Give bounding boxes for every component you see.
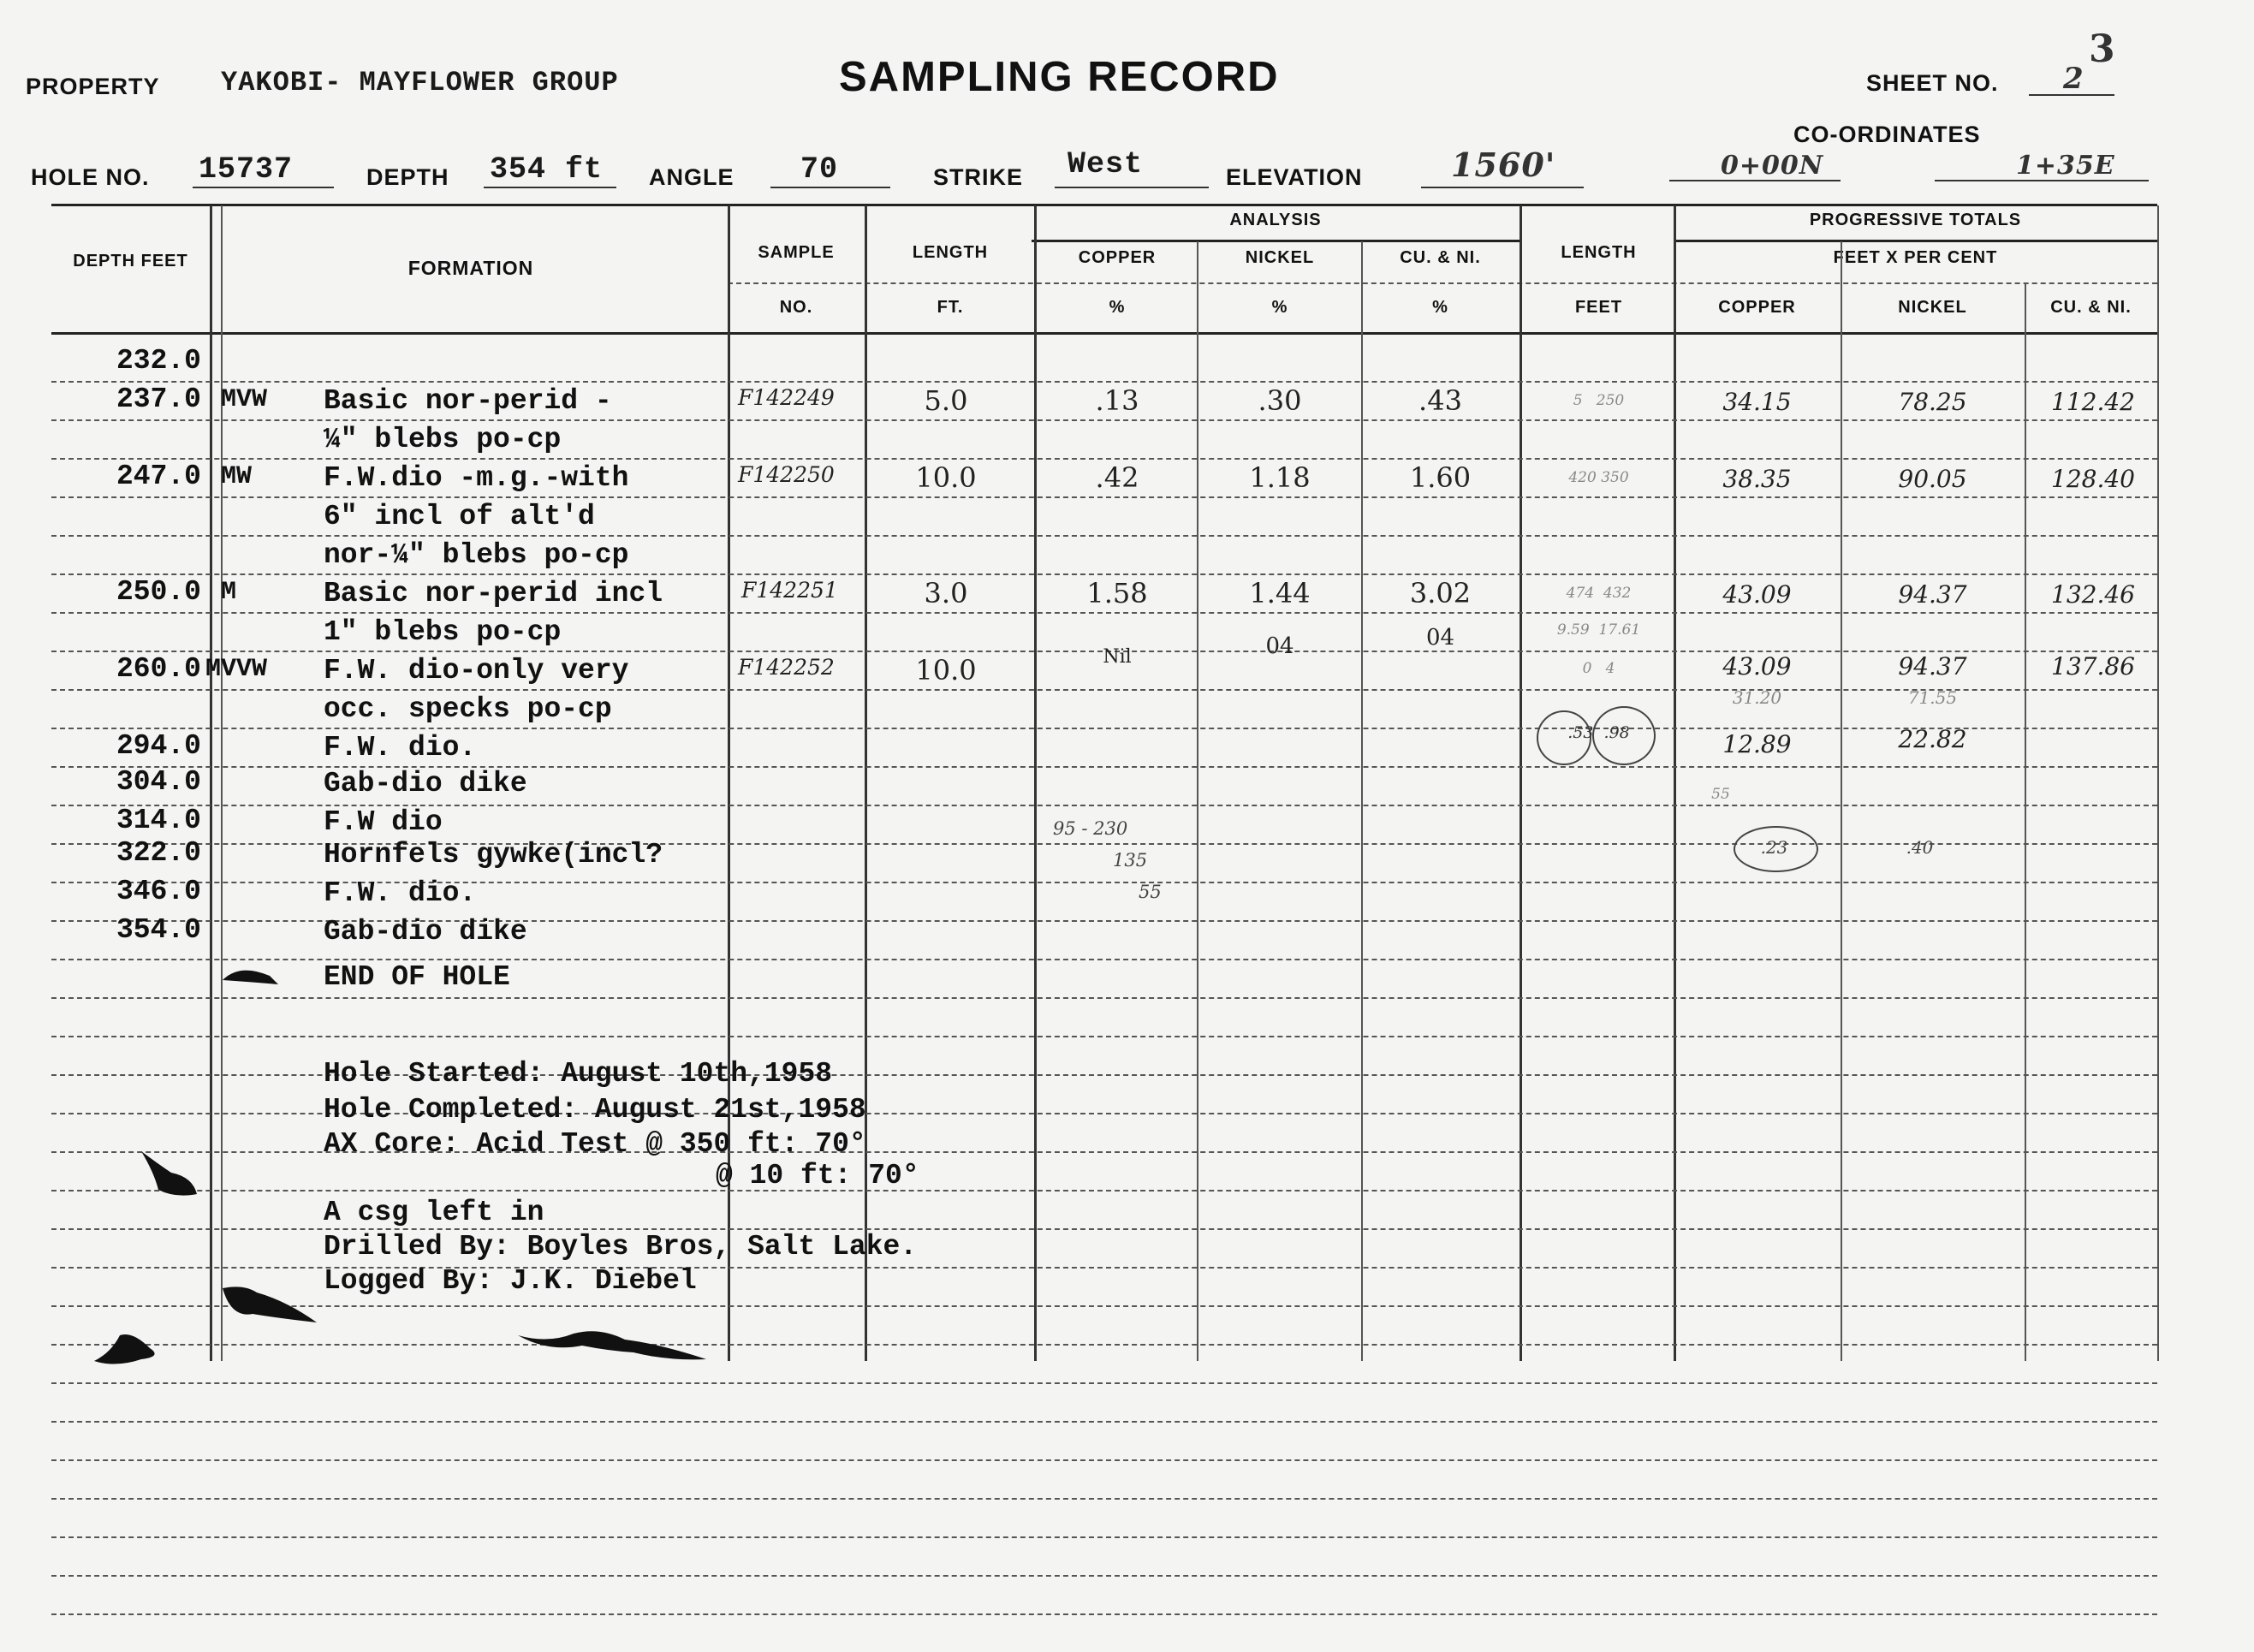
col-progressive-header: PROGRESSIVE TOTALS [1809,211,2022,229]
row-cuni: 3.02 [1409,577,1472,609]
coordinate-north: 0+00N [1721,151,1824,181]
row-length: 10.0 [915,461,977,494]
col-prog-copper: COPPER [1718,298,1796,317]
row-nickel: 04 [1265,633,1294,659]
row-prog-copper: 31.20 [1732,687,1782,708]
row-rule [51,959,2157,960]
row-formation: Basic nor-perid incl [324,578,663,609]
col-prog-cuni: CU. & NI. [2050,298,2132,317]
row-formation: F.W. dio. [324,877,477,909]
row-rule [51,997,2157,999]
row-length: 5.0 [924,384,968,417]
row-rule [51,381,2157,383]
coordinates-label: CO-ORDINATES [1793,122,1981,147]
row-formation: Hornfels gywke(incl? [324,839,663,871]
depth-underline [484,187,616,188]
row-prog-cuni: 112.42 [2051,388,2135,416]
row-rule [51,1459,2157,1461]
row-rule [51,1305,2157,1307]
col-cuni-pct: % [1432,298,1448,317]
core-acid-test-2: @ 10 ft: 70° [716,1160,919,1191]
col-cuni-header: CU. & NI. [1400,248,1481,267]
row-formation: F.W.dio -m.g.-with [324,462,629,494]
elevation-underline [1421,187,1584,188]
row-depth: 354.0 [116,914,201,946]
logged-by: Logged By: J.K. Diebel [324,1265,697,1297]
casing-note: A csg left in [324,1197,544,1228]
col-copper-header: COPPER [1078,248,1157,267]
row-rule [51,1498,2157,1500]
ink-blot [90,1327,167,1370]
vrule-length [1034,205,1037,1361]
end-of-hole: END OF HOLE [324,961,510,993]
col-analysis-header: ANALYSIS [1229,211,1322,229]
row-length: 3.0 [924,577,968,609]
row-depth: 314.0 [116,805,201,836]
row-nickel: .30 [1258,384,1302,417]
row-formation: Basic nor-perid - [324,385,612,417]
row-rule [51,419,2157,421]
row-prog-nickel: 78.25 [1898,388,1967,416]
row-prog-nickel: 71.55 [1907,687,1958,708]
row-cuni: 1.60 [1409,461,1472,494]
row-formation: Gab-dio dike [324,768,527,799]
row-copper: .13 [1095,384,1139,417]
margin-note: 95 - 230 [1053,818,1128,839]
depth-label: DEPTH [366,164,449,190]
depth-value: 354 ft [490,152,604,187]
drilled-by: Drilled By: Boyles Bros, Salt Lake. [324,1231,918,1263]
hole-started: Hole Started: August 10th,1958 [324,1058,833,1090]
vrule-nickel [1361,241,1363,1361]
row-depth: 322.0 [116,837,201,869]
hole-underline [193,187,334,188]
row-formation: occ. specks po-cp [324,693,612,725]
row-rule [51,728,2157,729]
row-formation: F.W. dio. [324,732,477,764]
row-sample: F142251 [741,578,838,603]
row-prog-nickel: 90.05 [1898,465,1967,493]
angle-label: ANGLE [649,164,734,190]
vrule-length2 [1674,205,1676,1361]
vrule-prog-copper [1841,241,1842,1361]
table-top-rule [51,204,2157,206]
row-prog-cuni: 137.86 [2051,652,2135,680]
elevation-value: 1560' [1451,146,1556,184]
col-length-ft: FT. [937,298,964,317]
row-sample: F142250 [738,462,835,487]
hole-completed: Hole Completed: August 21st,1958 [324,1094,866,1126]
sheet-mark: 3 [2089,27,2116,71]
col-sample-no: NO. [779,298,813,317]
analysis-rule [1032,240,1520,242]
elevation-label: ELEVATION [1226,164,1363,190]
coord-e-underline [1935,180,2149,181]
col-copper-pct: % [1109,298,1126,317]
col-length2-header: LENGTH [1561,243,1637,262]
row-depth: 304.0 [116,766,201,798]
row-prog-copper: 43.09 [1722,580,1792,609]
row-formation: 1" blebs po-cp [324,616,562,648]
row-rule [51,612,2157,614]
row-prog-copper: 12.89 [1722,730,1792,758]
row-rule [51,1036,2157,1037]
col-prog-nickel: NICKEL [1898,298,1967,317]
row-prog-nickel: .40 [1906,837,1934,858]
row-prog-copper: .23 [1760,837,1788,858]
row-depth: 250.0 [116,576,201,608]
row-formation: F.W dio [324,806,443,838]
row-prog-nickel: 22.82 [1898,725,1967,753]
row-prog-copper: 55 [1711,786,1730,803]
strike-label: STRIKE [933,164,1024,190]
angle-underline [770,187,890,188]
row-prog-copper: 38.35 [1722,465,1792,493]
row-rule [51,573,2157,575]
row-prog-nickel: 94.37 [1898,580,1967,609]
row-copper: 1.58 [1086,577,1148,609]
margin-note: 135 [1113,850,1148,871]
row-rule [51,1575,2157,1577]
row-depth: 247.0 [116,461,201,492]
coord-n-underline [1669,180,1841,181]
row-cuni: 04 [1425,625,1455,651]
row-rule [51,1421,2157,1423]
row-depth: 237.0 [116,383,201,415]
row-sample: F142249 [738,385,835,410]
row-depth: 294.0 [116,730,201,762]
property-value: YAKOBI- MAYFLOWER GROUP [221,67,619,98]
row-prog-cuni: 132.46 [2051,580,2135,609]
property-label: PROPERTY [26,74,160,99]
core-acid-test: AX Core: Acid Test @ 350 ft: 70° [324,1128,866,1160]
margin-note: 55 [1139,882,1162,902]
row-nickel: 1.18 [1249,461,1311,494]
row-nickel: 1.44 [1249,577,1311,609]
col-nickel-pct: % [1271,298,1288,317]
sheet-underline [2029,94,2114,96]
row-length2: 474 432 [1566,585,1632,602]
col-feet-pct-header: FEET X PER CENT [1833,248,1998,267]
progressive-rule [1674,240,2157,242]
hole-value: 15737 [199,152,294,187]
col-nickel-header: NICKEL [1245,248,1315,267]
row-length2: 420 350 [1568,469,1629,486]
vrule-cuni [1520,205,1522,1361]
row-prog-copper: 34.15 [1722,388,1792,416]
row-rule [51,458,2157,460]
ink-blot [514,1327,711,1365]
vrule-depth [210,205,212,1361]
row-length2: 0 4 [1582,660,1615,677]
vrule-prog-nickel [2025,282,2026,1361]
row-length2: 9.59 17.61 [1556,621,1641,639]
ink-blot [218,963,287,989]
row-depth: 260.0 [116,653,201,685]
row-length2: 5 250 [1573,392,1625,409]
row-formation: F.W. dio-only very [324,655,629,686]
col-formation-header: FORMATION [407,257,534,279]
row-prog-copper: 43.09 [1722,652,1792,680]
vrule-right [2157,205,2159,1361]
angle-value: 70 [800,152,839,187]
row-code: MVW [221,385,268,414]
row-rule [51,1382,2157,1384]
row-depth: 232.0 [116,345,201,377]
vrule-depth-inner [221,205,223,1361]
col-sample-header: SAMPLE [758,243,835,262]
row-rule [51,689,2157,691]
col-depth-header: DEPTH FEET [73,252,188,270]
row-rule [51,1613,2157,1615]
header-mid-rule [728,282,2157,284]
row-formation: Gab-dio dike [324,916,527,948]
row-formation: nor-¼" blebs po-cp [324,539,629,571]
row-copper: Nil [1103,646,1132,668]
row-prog-cuni: 128.40 [2051,465,2135,493]
row-cuni: .43 [1418,384,1462,417]
row-length: 10.0 [915,654,977,686]
sheet-label: SHEET NO. [1866,70,1999,96]
row-rule [51,1228,2157,1230]
col-length2-feet: FEET [1574,298,1623,317]
strike-underline [1055,187,1209,188]
row-formation: 6" incl of alt'd [324,501,595,532]
row-sample: F142252 [738,655,835,680]
row-rule [51,1190,2157,1191]
row-code: MW [221,462,253,491]
row-length2: .53 .98 [1567,723,1630,742]
row-code: MVVW [205,655,268,684]
strike-value: West [1068,147,1144,181]
row-rule [51,496,2157,498]
row-rule [51,535,2157,537]
row-rule [51,1344,2157,1346]
hole-label: HOLE NO. [31,164,150,190]
row-code: M [221,578,237,607]
sheet-value: 2 [2063,62,2085,96]
row-formation: ¼" blebs po-cp [324,424,562,455]
row-prog-nickel: 94.37 [1898,652,1967,680]
ink-blot [133,1147,201,1207]
col-length-header: LENGTH [912,243,989,262]
coordinate-east: 1+35E [2016,151,2115,181]
ink-blot [218,1280,321,1331]
row-rule [51,1536,2157,1538]
page-title: SAMPLING RECORD [839,54,1280,100]
row-copper: .42 [1095,461,1139,494]
row-depth: 346.0 [116,876,201,907]
vrule-copper [1197,241,1198,1361]
